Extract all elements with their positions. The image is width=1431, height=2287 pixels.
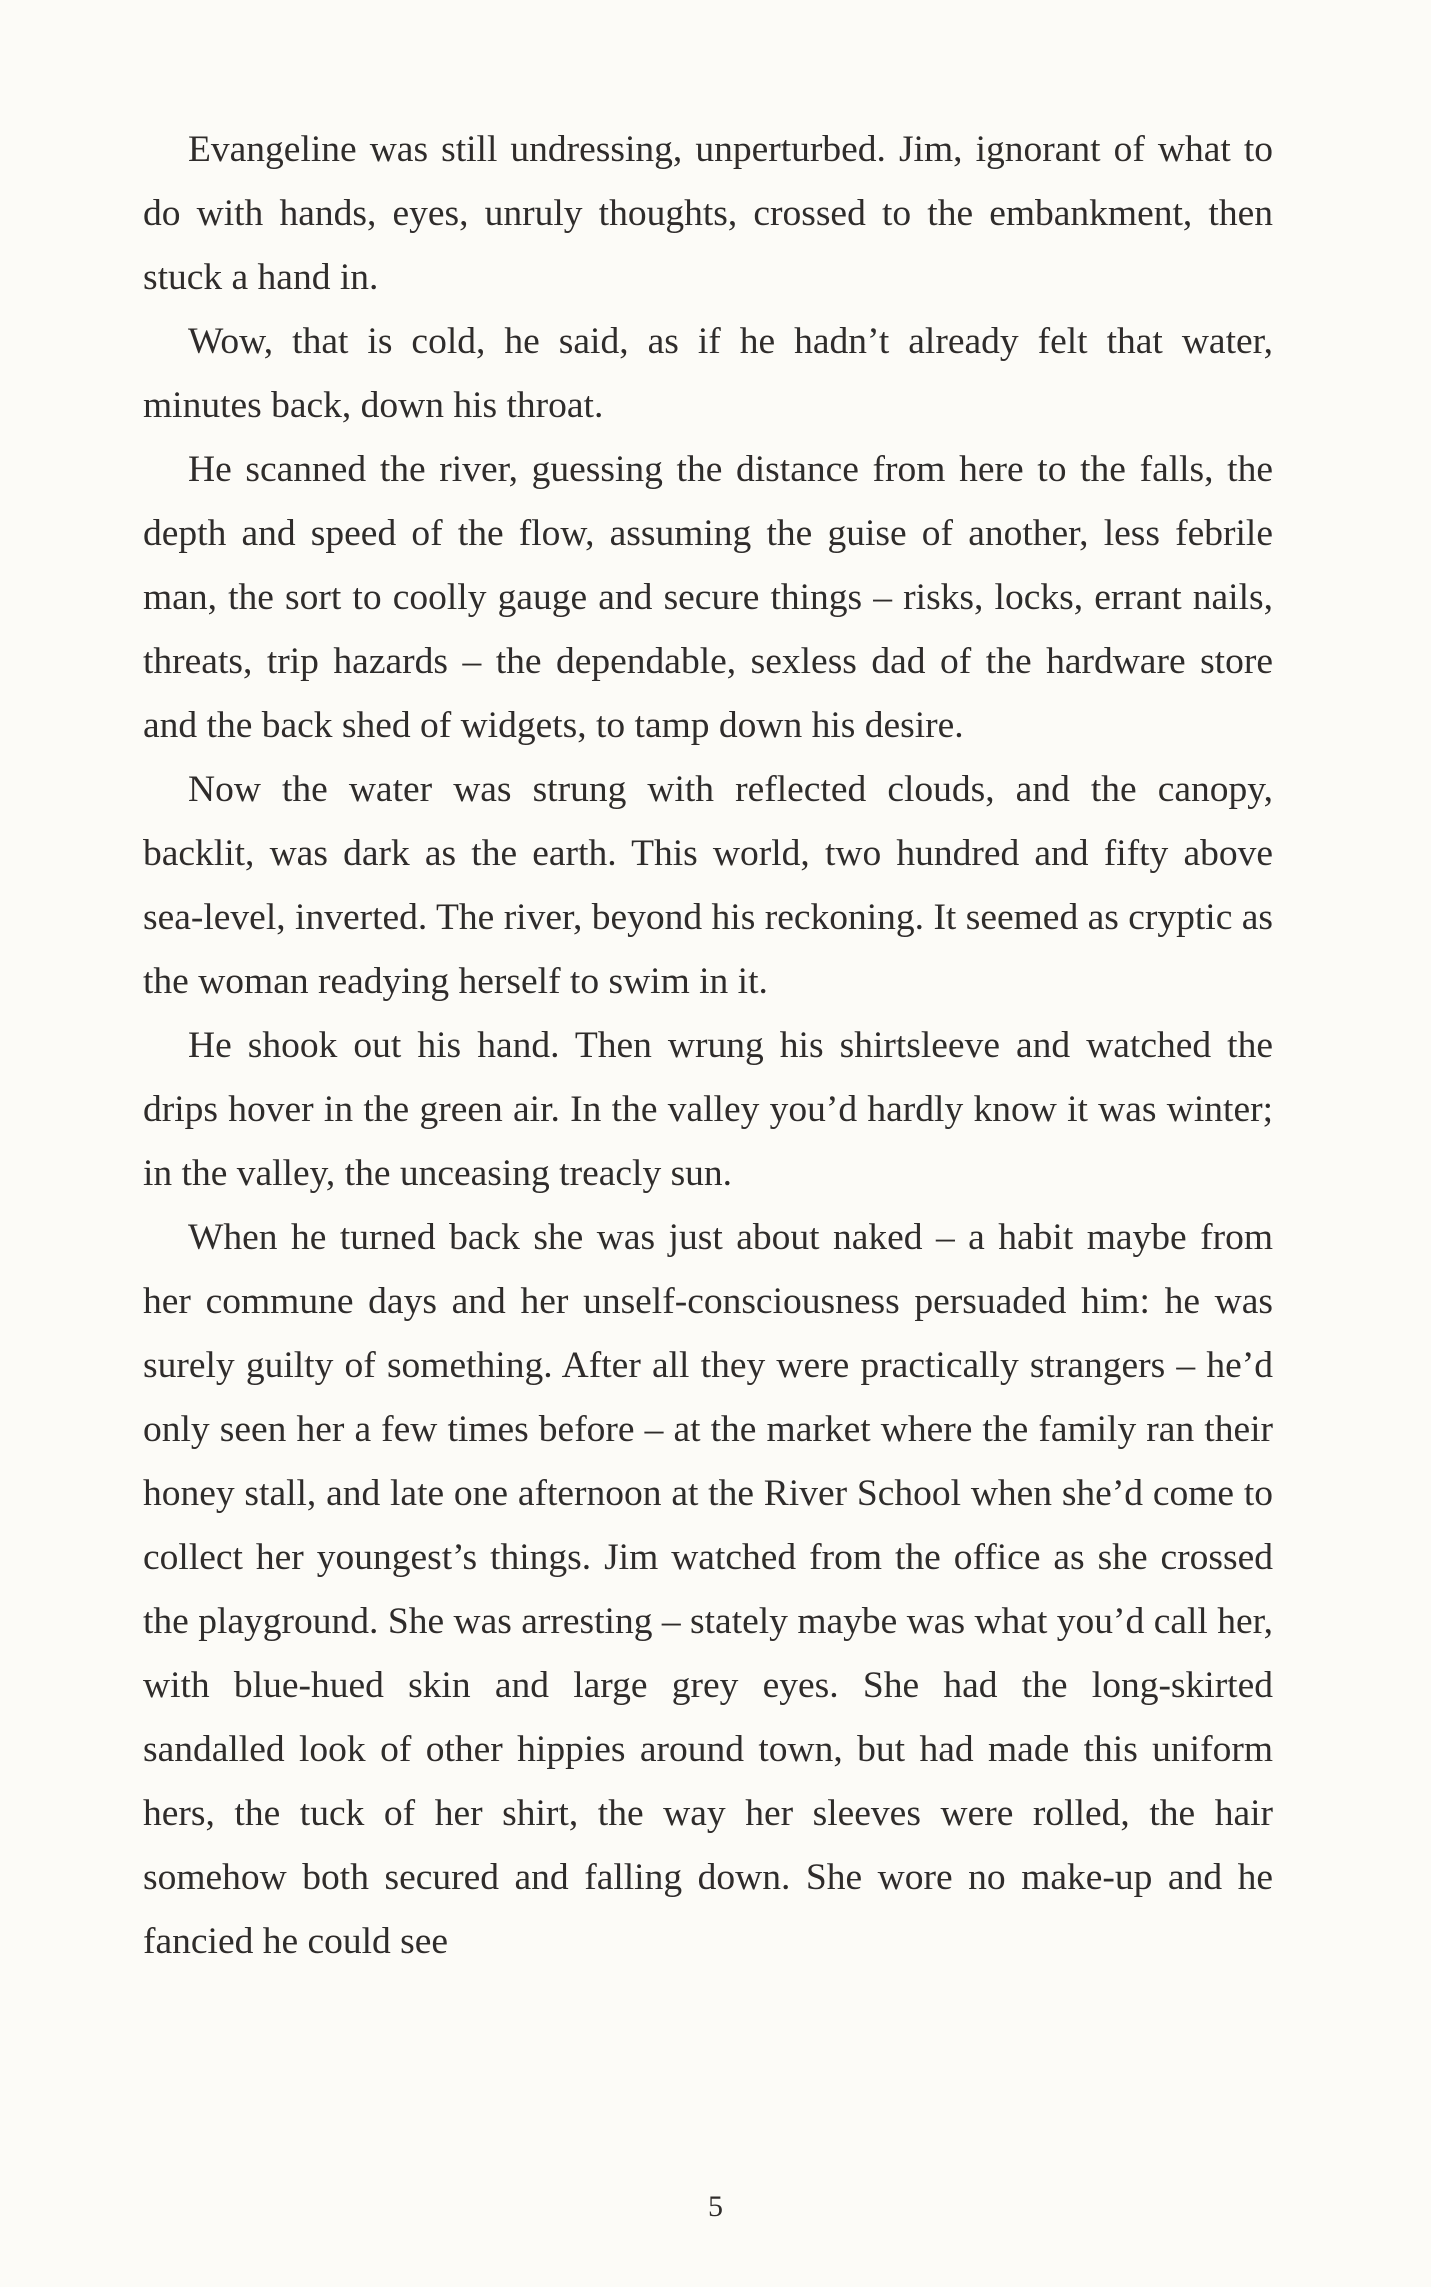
paragraph-4: Now the water was strung with reflected clouds, and the canopy, backlit, was dark as the earth. This world, two hundred and fifty above sea-level, inverted. The river, beyond his reckoning. It seemed as cryptic as the woman readying herself to swim in it.	[143, 769, 1273, 1002]
paragraph-1: Evangeline was still undressing, unperturbed. Jim, ignorant of what to do with hands, eyes, unruly thoughts, crossed to the embankment, then stuck a hand in.	[143, 129, 1273, 298]
paragraph-3: He scanned the river, guessing the distance from here to the falls, the depth and speed of the flow, assuming the guise of another, less febrile man, the sort to coolly gauge and secure things – risks, locks, errant nails, threats, trip hazards – the dependable, sexless dad of the hardware store and the back shed of widgets, to tamp down his desire.	[143, 449, 1273, 746]
paragraph-6: When he turned back she was just about naked – a habit maybe from her commune days and her unself-consciousness persuaded him: he was surely guilty of something. After all they were practically strangers – he’d only seen her a few times before – at the market where the family ran their honey stall, and late one afternoon at the River School when she’d come to collect her youngest’s things. Jim watched from the office as she crossed the playground. She was arresting – stately maybe was what you’d call her, with blue-hued skin and large grey eyes. She had the long-skirted sandalled look of other hippies around town, but had made this uniform hers, the tuck of her shirt, the way her sleeves were rolled, the hair somehow both secured and falling down. She wore no make-up and he fancied he could see	[143, 1217, 1273, 1962]
page-number: 5	[708, 2190, 723, 2223]
paragraph-2: Wow, that is cold, he said, as if he hadn’t already felt that water, minutes back, down his throat.	[143, 321, 1273, 426]
body-text	[143, 118, 1273, 1974]
paragraph-5: He shook out his hand. Then wrung his shirtsleeve and watched the drips hover in the green air. In the valley you’d hardly know it was winter; in the valley, the unceasing treacly sun.	[143, 1025, 1273, 1194]
